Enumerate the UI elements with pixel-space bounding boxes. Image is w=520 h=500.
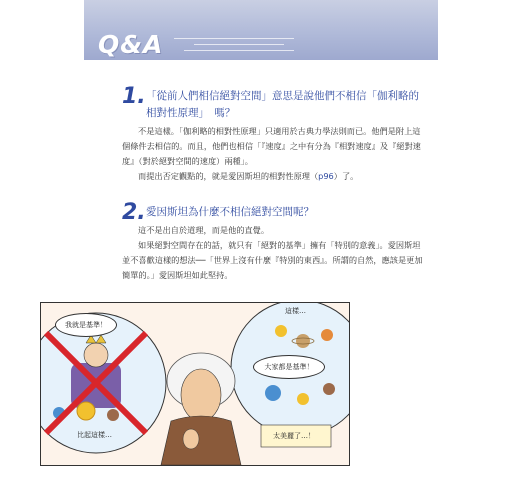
answer-paragraph: 如果絕對空間存在的話，就只有「絕對的基準」擁有「特別的意義」。愛因斯坦並不喜歡這樣的想法──「世界上沒有什麼『特別的東西』。所謂的自然，應該是更加簡單的。」愛因斯坦如此堅持。 <box>122 240 423 280</box>
einstein-face <box>181 369 221 421</box>
question-title: 「從前人們相信絕對空間」意思是說他們不相信「伽利略的相對性原理」 嗎？ <box>146 90 419 119</box>
sun-icon <box>77 402 95 420</box>
einstein-jacket <box>161 416 241 465</box>
planet-icon <box>321 329 333 341</box>
sun-icon <box>297 393 309 405</box>
einstein-hand <box>183 429 199 449</box>
question-number: 2. <box>122 200 146 225</box>
answer-text: 而提出否定觀點的，就是愛因斯坦的相對性原理（ <box>138 171 319 181</box>
question-number: 1. <box>122 84 146 109</box>
answer-paragraph: 不是這樣。「伽利略的相對性原理」只適用於古典力學法則而已。他們是附上這個條件去相信的。而且，他們也相信「『速度』之中有分為『相對速度』及『絕對速度』（對於絕對空間的速度）兩種」。 <box>122 126 421 166</box>
page-reference-link[interactable]: p96 <box>318 171 334 181</box>
planet-icon <box>296 334 310 348</box>
left-caption: 比起這樣… <box>77 431 112 439</box>
answer-paragraph <box>122 169 427 184</box>
banner-streak <box>184 50 294 51</box>
king-face <box>84 343 108 367</box>
bottom-right-caption: 太美麗了…！ <box>273 432 315 440</box>
answer-text: ）了。 <box>333 171 359 181</box>
earth-icon <box>265 385 281 401</box>
answer-paragraph: 這不是出自於道理，而是他的直覺。 <box>138 225 270 235</box>
planet-icon <box>107 409 119 421</box>
header-banner <box>84 0 438 60</box>
comic-illustration <box>40 302 350 466</box>
right-speech-bubble: 大家都是基準！ <box>253 355 325 379</box>
banner-streak <box>174 38 294 39</box>
left-speech-bubble: 我就是基準！ <box>55 313 117 337</box>
banner-streak <box>194 44 284 45</box>
qa-logo: Q&A <box>98 30 164 59</box>
sun-icon <box>275 325 287 337</box>
right-top-caption: 這樣… <box>285 307 306 315</box>
question-title: 愛因斯坦為什麼不相信絕對空間呢？ <box>146 206 314 218</box>
planet-icon <box>323 383 335 395</box>
